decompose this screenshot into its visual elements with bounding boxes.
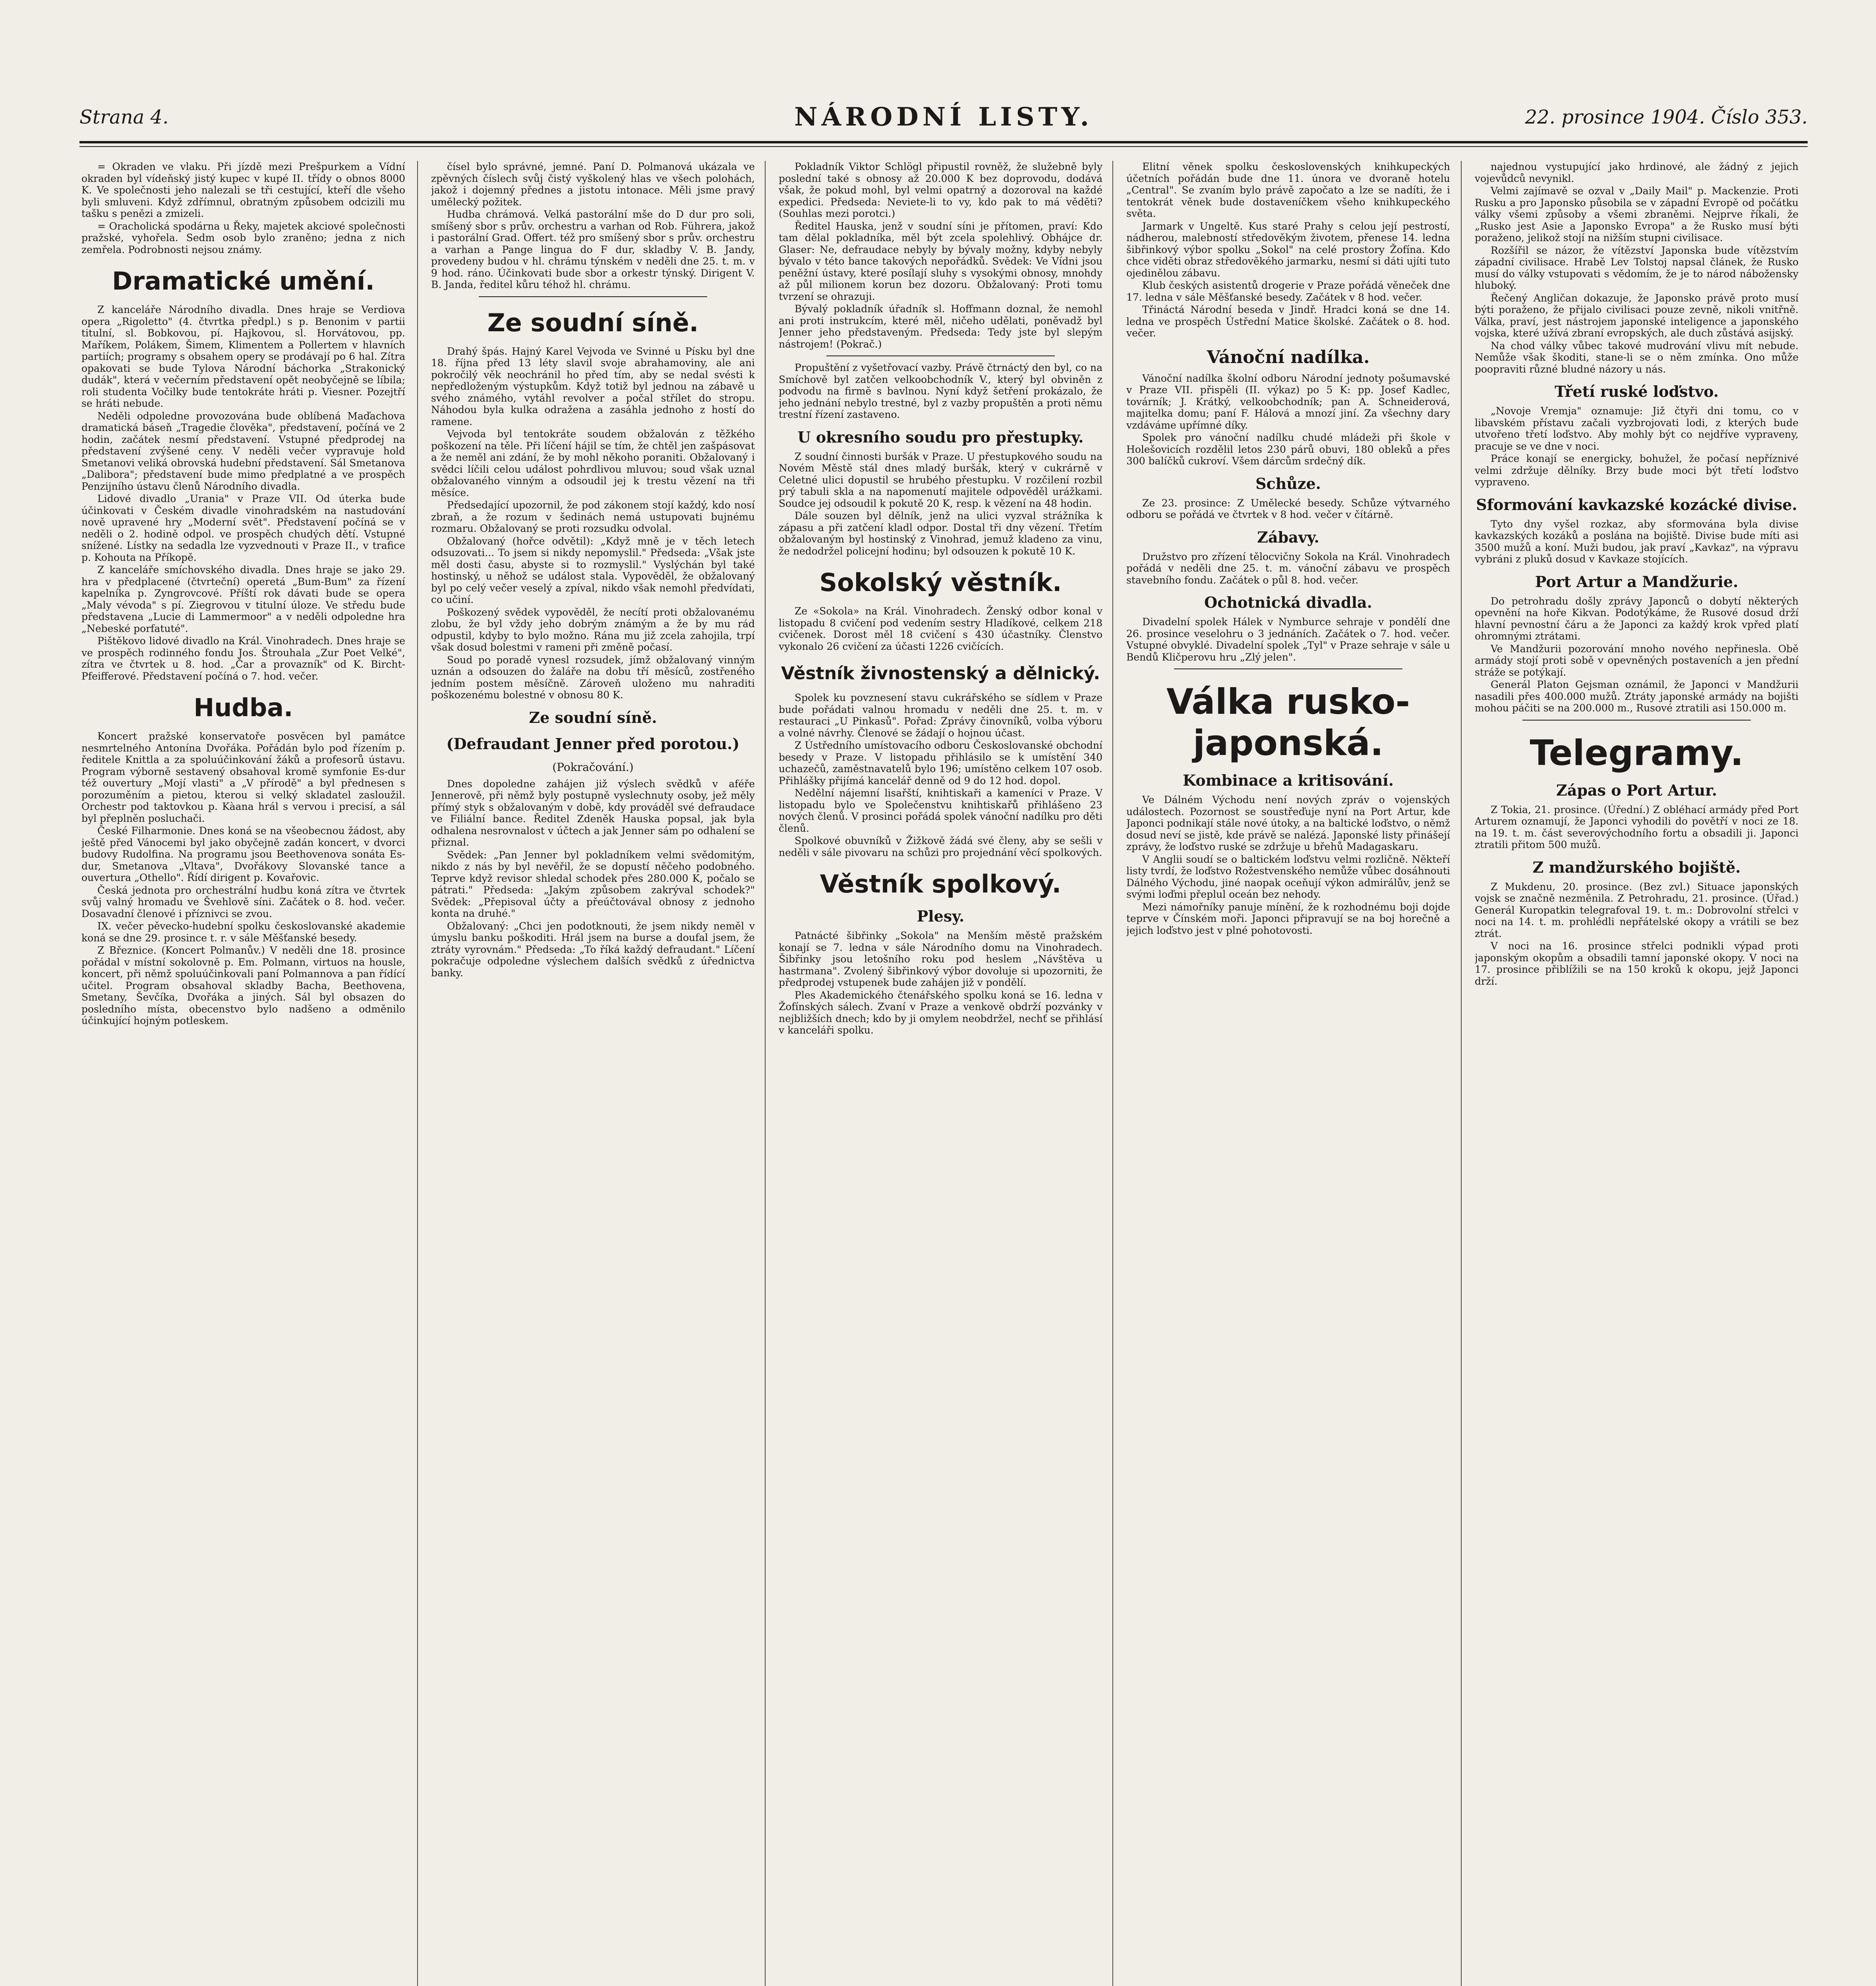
article-paragraph: Ze «Sokola» na Král. Vinohradech. Ženský odbor konal v listopadu 8 cvičení pod vedením sestry Hladíkové, celkem 218 cvičenek. Dorost měl 18 cvičení s 430 účastníky. Členstvo vykonalo 26 cvičení za účasti 1226 cvičících. (779, 605, 1102, 652)
article-paragraph: Z Mukdenu, 20. prosince. (Bez zvl.) Situace japonských vojsk se značně nezměnila. Z Petrohradu, 21. prosince. (Úřad.) Generál Kuropatkin telegrafoval 19. t. m.: Dobrovolní střelci v noci na 14. t. m. prohlédli nepřátelské okopy a vrátili se bez ztrát. (1475, 881, 1799, 939)
article-paragraph: Svědek: „Pan Jenner byl pokladníkem velmi svědomitým, nikdo z nás by byl nevěřil, že se dopustí něčeho podobného. Teprve když revisor shledal schodek přes 280.000 K, počalo se pátrati." Předseda: „Jakým způsobem zakrýval schodek?" Svědek: „Přepisoval účty a přeúčtovával obnosy z jednoho konta na druhé." (431, 849, 755, 919)
article-paragraph: Tyto dny vyšel rozkaz, aby sformována byla divise kavkazských kozáků a poslána na bojiště. Divise bude míti asi 3500 mužů a koní. Muži budou, jak praví „Kavkaz", na výpravu vybráni z pluků dosud v Kavkaze stojících. (1475, 518, 1799, 565)
article-paragraph: Spolek pro vánoční nadílku chudé mládeži při škole v Holešovicích rozdělil letos 230 párů obuvi, 180 obleků a přes 300 balíčků cukroví. Všem dárcům srdečný dík. (1126, 432, 1450, 467)
article-paragraph: Nedělní nájemní lisařští, knihtiskaři a kameníci v Praze. V listopadu bylo ve Společenstvu knihtiskařů přihlášeno 23 nových členů. V prosinci pořádá spolek vánoční nadílku pro děti členů. (779, 787, 1102, 834)
article-paragraph: Mezi námořníky panuje mínění, že k rozhodnému boji dojde teprve v Čínském moři. Japonci připravují se na boj horečně a jejich loďstvo jest v plné pohotovosti. (1126, 901, 1450, 936)
article-paragraph: Dnes dopoledne zahájen již výslech svědků v aféře Jennerově, při němž byly postupně vyslechnuty osoby, jež měly přímý styk s obžalovaným v době, kdy prováděl své defraudace ve Filiální bance. Ředitel Zdeněk Hauska popsal, jak byla odhalena nesrovnalost v účtech a jak Jenner sám po odhalení se přiznal. (431, 778, 755, 848)
column-2 (431, 161, 755, 1986)
article-paragraph: Z kanceláře Národního divadla. Dnes hraje se Verdiova opera „Rigoletto" (4. čtvrtka předpl.) s p. Benonim v partii titulní, sl. Bobkovou, pí. Hajkovou, sl. Horvátovou, pp. Maříkem, Polákem, Šimem, Klimentem a Pollertem v hlavních partiích; programy s obsahem opery se prodávají po 6 hal. Zítra opakovati se bude Tylova Národní báchorka „Strakonický dudák", která v večerním představení opět neobyčejně se líbila; roli studenta Vočilky bude tentokráte hráti p. Viesner. Pozejtří se hráti nebude. (81, 304, 405, 409)
article-paragraph: Patnácté šibřinky „Sokola" na Menším městě pražském konají se 7. ledna v sále Národního domu na Vinohradech. Šibřinky jsou letošního roku pod heslem „Návštěva u hastrmana". Zvolený šibřinkový výbor dovoluje si upozorniti, že předprodej vstupenek bude zahájen již v pondělí. (779, 930, 1102, 988)
article-paragraph: Pokladník Viktor Schlögl připustil rovněž, že služebně byly poslední také s obnosy až 20.000 K bez doprovodu, dodává však, že pokud mohl, byl velmi opatrný a dozoroval na každé expedici. Předseda: Neviete-li to vy, kdo pak to má věděti? (Souhlas mezi porotci.) (779, 161, 1102, 219)
sub-heading-manchurian-front: Z mandžurského bojiště. (1532, 858, 1741, 876)
issue-date: 22. prosince 1904. Číslo 353. (1525, 106, 1808, 128)
column-divider (417, 161, 418, 1986)
section-heading-amateur-theatre: Ochotnická divadla. (1204, 593, 1372, 611)
article-paragraph: Jarmark v Ungeltě. Kus staré Prahy s celou její pestrostí, nádherou, malebností středověkým životem, přenese 14. ledna šibřinkový výbor spolku „Sokol" na celé prostory Žofína. Kdo chce viděti obraz středověkého jarmarku, nesmí si dáti ujíti tuto ojedinělou zábavu. (1126, 220, 1450, 279)
article-paragraph: Bývalý pokladník úřadník sl. Hoffmann doznal, že nemohl ani proti instrukcím, které měl, ničeho udělati, poněvadž byl Jenner jeho představeným. Předseda: Tedy jste byl slepým nástrojem! (Pokrač.) (779, 303, 1102, 350)
article-paragraph: Elitní věnek spolku československých knihkupeckých účetních pořádán bude dne 11. února ve dvoraně hotelu „Central". Se zvaním bylo právě započato a lze se nadíti, že i tentokrát věnek bude dostaveníčkem všeho knihkupeckého světa. (1126, 161, 1450, 219)
article-paragraph: Propuštění z vyšetřovací vazby. Právě čtrnáctý den byl, co na Smíchově byl zatčen velkoobchodník V., který byl obviněn z podvodu na firmě s bavlnou. Nyní když šetření prokázalo, že jeho jednání nebylo trestné, byl z vazby propuštěn a proti němu trestní řízení zastaveno. (779, 362, 1102, 420)
article-paragraph: Z soudní činnosti buršák v Praze. U přestupkového soudu na Novém Městě stál dnes mladý buršák, který v cukrárně v Celetné ulici dopustil se hrubého přestupku. V rozčilení rozbil prý tabuli skla a na napomenutí majitele odpověděl urážkami. Soudce jej odsoudil k pokutě 20 K, resp. k vězení na 48 hodin. (779, 450, 1102, 509)
section-heading-dramatic-arts: Dramatické umění. (112, 267, 375, 296)
page-number: Strana 4. (79, 106, 169, 128)
article-paragraph: čísel bylo správné, jemné. Paní D. Polmanová ukázala ve zpěvných číslech svůj čistý vyškolený hlas ve všech polohách, jakož i dojemný přednes a jistotu intonace. Měli jsme pravý umělecký požitek. (431, 161, 755, 208)
column-divider (1112, 161, 1113, 1986)
section-heading-clubs: Věstník spolkový. (820, 869, 1062, 898)
article-paragraph: Pištěkovo lidové divadlo na Král. Vinohradech. Dnes hraje se ve prospěch rodinného fondu Jos. Štrouhala „Zur Poet Velké", zítra ve čtvrtek u 8. hod. „Čar a provazník" od K. Bircht-Pfeifferové. Představení počíná o 7. hod. večer. (81, 635, 405, 682)
article-paragraph: České Filharmonie. Dnes koná se na všeobecnou žádost, aby ještě před Vánocemi byl jako obyčejně zadán koncert, v dvorci budovy Rudolfina. Na programu jsou Beethovenova sonáta Es-dur, Smetanova „Vltava", Dvořákovy Slovanské tance a ouvertura „Othello". Řídí dirigent p. Kovařovic. (81, 825, 405, 883)
news-item: = Oracholická spodárna u Řeky, majetek akciové společnosti pražské, vyhořela. Sedm osob bylo zraněno; jedna z nich zemřela. Podrobnosti nejsou známy. (81, 220, 405, 255)
article-paragraph: Česká jednota pro orchestrální hudbu koná zítra ve čtvrtek svůj valný hromadu ve Švehlově síni. Začátek o 8. hod. večer. Dosavadní členové i příznivci se zvou. (81, 884, 405, 920)
article-paragraph: Na chod války vůbec takové mudrování vlivu mít nebude. Nemůže však škoditi, stane-li se o něm zmínka. Ono může poopraviti různé bludné názory u nás. (1475, 340, 1799, 375)
section-heading-music: Hudba. (193, 693, 293, 722)
article-paragraph: Z kanceláře smíchovského divadla. Dnes hraje se jako 29. hra v předplacené (čtvrteční) operetá „Bum-Bum" za řízení kapelníka p. Zyngrovcové. Příští rok dávati bude se opera „Maly vévoda" s pí. Ziegrovou v titulní úloze. Ve středu bude představena „Lucie di Lammermoor" a v neděli odpoledne hra „Nebeské porfatuté". (81, 564, 405, 634)
headline-telegrams: Telegramy. (1530, 732, 1744, 773)
continuation-note: (Pokračování.) (552, 760, 634, 774)
divider (1174, 668, 1402, 669)
section-heading-christmas: Vánoční nadílka. (1207, 347, 1370, 367)
newspaper-title: NÁRODNÍ LISTY. (794, 102, 1093, 132)
article-paragraph: Rozšířil se názor, že vítězství Japonska bude vítězstvím západní civilisace. Hrabě Lev Tolstoj napsal článek, že Rusko musí do války vstupovati s vědomím, že je to národ nábožensky hluboký. (1475, 244, 1799, 291)
article-paragraph: Ředitel Hauska, jenž v soudní síni je přítomen, praví: Kdo tam dělal pokladníka, měl být zcela spolehlivý. Obhájce dr. Glaser: Ne, defraudace nebyly by bývaly možny, kdyby nebyly bývalo v této bance takových nepořádků. Svědek: Ve Vídni jsou peněžní ústavy, které posílají sluhy s vysokými obnosy, mnohdy až půl milionem korun bez dozoru. Obžalovaný: Proti tomu tvrzení se ohrazuji. (779, 220, 1102, 302)
article-paragraph: Předsedající upozornil, že pod zákonem stojí každý, kdo nosí zbraň, a že rozum v šedinách nemá ustupovati bujnému rozmaru. Obžalovaný se proti rozsudku odvolal. (431, 499, 755, 534)
article-paragraph: Velmi zajímavě se ozval v „Daily Mail" p. Mackenzie. Proti Rusku a pro Japonsko působila se v západní Evropě od počátku války všemi způsoby a všemi zbraněmi. Nejprve říkali, že „Rusko jest Asie a Japonsko Evropa" a že Rusko musí býti poraženo, jelikož stojí na nižším stupni civilisace. (1475, 185, 1799, 243)
column-3 (779, 161, 1102, 1986)
divider (826, 355, 1055, 356)
article-paragraph: Drahý špás. Hajný Karel Vejvoda ve Svinné u Písku byl dne 18. října před 13 léty slavil svoje abrahamoviny, ale ani pokročilý věk neochránil ho před tím, aby se nedal svésti k nepředloženým výstupkům. Když totiž byl jednou na zábavě u svého známého, vytáhl revolver a počal střílet do stropu. Náhodou byla kulka odražena a zasáhla jednoho z hostí do ramene. (431, 345, 755, 427)
column-divider (1461, 161, 1462, 1986)
article-paragraph: najednou vystupující jako hrdinové, ale žádný z jejich vojevůdců nevynikl. (1475, 161, 1799, 184)
sub-heading-third-fleet: Třetí ruské loďstvo. (1555, 383, 1719, 400)
section-heading-entertainment: Zábavy. (1257, 528, 1319, 546)
article-paragraph: Koncert pražské konservatoře posvěcen byl památce nesmrtelného Antonína Dvořáka. Pořádán bylo pod řízením p. ředitele Knittla a za spoluúčinkování žáků a profesorů ústavu. Program výborně sestavený obsahoval kromě symfonie Es-dur též ouvertury „Mojí vlasti" a „V přírodě" a byl přednesen s porozuměním a pietou, kterou si velký skladatel zasloužil. Orchestr pod taktovkou p. Kàana hrál s vervou i precisí, a sál byl přeplněn posluchači. (81, 730, 405, 824)
article-paragraph: Divadelní spolek Hálek v Nymburce sehraje v pondělí dne 26. prosince veselohru o 3 jednáních. Začátek o 7. hod. večer. Vstupné obvyklé. Divadelní spolek „Tyl" v Praze sehraje v sále u Bendů Kličperovu hru „Zlý jelen". (1126, 616, 1450, 663)
article-paragraph: Ve Dálném Východu není nových zpráv o vojenských událostech. Pozornost se soustřeďuje nyní na Port Artur, kde Japonci podnikají stále nové útoky, a na baltické loďstvo, o němž dosud neví se jistě, kde právě se nalézá. Japonské listy přinášejí zprávy, že loďstvo ruské se zdržuje u břehů Madagaskaru. (1126, 794, 1450, 852)
sub-heading: Ze soudní síně. (529, 708, 657, 726)
article-paragraph: Obžalovaný: „Chci jen podotknouti, že jsem nikdy neměl v úmyslu banku poškoditi. Hrál jsem na burse a doufal jsem, že ztráty vyrovnám." Předseda: „To říká každý defraudant." Líčení pokračuje odpoledne výslechem dalších svědků z úřednictva banky. (431, 920, 755, 979)
article-paragraph: Dále souzen byl dělník, jenž na ulici vyzval strážníka k zápasu a při zatčení kladl odpor. Dostal tři dny vězení. Třetím obžalovaným byl hostinský z Vinohrad, jemuž kladeno za vinu, že nedodržel policejní hodinu; byl odsouzen k pokutě 10 K. (779, 510, 1102, 557)
article-paragraph: „Novoje Vremja" oznamuje: Již čtyři dni tomu, co v libavském přístavu začali vyzbrojovati lodi, z kterých bude utvořeno třetí loďstvo. Aby mohly být co nejdříve vypraveny, pracuje se ve dne v noci. (1475, 405, 1799, 452)
masthead-rule (79, 141, 1808, 143)
article-paragraph: Z Ústředního umístovacího odboru Českoslovanské obchodní besedy v Praze. V listopadu přihlásilo se k umístění 340 uchazečů, zaměstnavatelů bylo 196; umístěno celkem 107 osob. Přihlášky přijímá kancelář denně od 9 do 12 hod. dopol. (779, 740, 1102, 786)
headline-russo-japanese-war: Válka rusko-japonská. (1166, 681, 1410, 763)
article-paragraph: Soud po poradě vynesl rozsudek, jímž obžalovaný vinným uznán a odsouzen do žaláře na dobu tří měsíců, zostřeného jedním postem měsíčně. Zároveň uloženo mu nahraditi poškozenému bolestné v obnosu 80 K. (431, 654, 755, 701)
article-paragraph: Vánoční nadílka školní odboru Národní jednoty pošumavské v Praze VII. přispěli (II. výkaz) po 5 K: pp. Josef Kadlec, továrník; J. Krátký, velkoobchodník; pan A. Schneiderová, majitelka domu; paní F. Hálová a mnozí jiní. Za všechny dary vzdáváme upřímné díky. (1126, 372, 1450, 431)
article-paragraph: Spolek ku povznesení stavu cukrářského se sídlem v Praze bude pořádati valnou hromadu v neděli dne 25. t. m. v restauraci „U Pinkasů". Pořad: Zprávy činovníků, volba výboru a volné návrhy. Členové se žádají o hojnou účast. (779, 692, 1102, 739)
section-heading-sokol: Sokolský věstník. (819, 568, 1062, 597)
article-paragraph: Třináctá Národní beseda v Jindř. Hradci koná se dne 14. ledna ve prospěch Ústřední Matice školské. Začátek o 8. hod. večer. (1126, 304, 1450, 339)
sub-heading-port-arthur-battle: Zápas o Port Artur. (1556, 781, 1717, 799)
article-paragraph: Vejvoda byl tentokráte soudem obžalován z těžkého poškození na těle. Při líčení hájil se tím, že chtěl jen zašpásovat a že neměl ani zdání, že by mohl někoho poraniti. Obžalovaný i svědci líčili celou událost pohrdlivou mluvou; soud však uznal obžalovaného vinným a odsoudil jej k trestu vězení na tři měsíce. (431, 428, 755, 498)
article-paragraph: Řečený Angličan dokazuje, že Japonsko právě proto musí býti poraženo, že přijalo civilisaci pouze zevně, nikoli vnitřně. Válka, praví, jest nástrojem japonské inteligence a japonského vojska, které užívá zbraní evropských, ale duch zůstává asijský. (1475, 292, 1799, 339)
article-paragraph: Klub českých asistentů drogerie v Praze pořádá věneček dne 17. ledna v sále Měšťanské besedy. Začátek v 8 hod. večer. (1126, 280, 1450, 303)
article-paragraph: Poškozený svědek vypověděl, že necítí proti obžalovanému zlobu, že byl vždy jeho dobrým známým a že by mu rád odpustil, kdyby to bylo možno. Rána mu již zcela zahojila, trpí však dosud bolestmi v rameni při změně počasí. (431, 606, 755, 653)
article-paragraph: Z Březnice. (Koncert Polmanův.) V neděli dne 18. prosince pořádal v místní sokolovně p. Em. Polmann, virtuos na housle, koncert, při němž spoluúčinkovali paní Polmannova a pan řídící učitel. Program obsahoval skladby Bacha, Beethovena, Smetany, Ševčíka, Dvořáka a jiných. Sál byl obsazen do posledního místa, obecenstvo bylo nadšeno a odměnilo účinkující hojným potleskem. (81, 945, 405, 1026)
column-divider (765, 161, 766, 1986)
section-heading-court: Ze soudní síně. (487, 308, 699, 337)
article-paragraph: Ze 23. prosince: Z Umělecké besedy. Schůze výtvarného odboru se pořádá ve čtvrtek v 8 hod. večer v čítárně. (1126, 497, 1450, 520)
article-paragraph: Spolkové obuvníků v Žižkově žádá své členy, aby se sešli v neděli v sále pivovaru na schůzi pro projednání věcí spolkových. (779, 835, 1102, 858)
article-paragraph: Ples Akademického čtenářského spolku koná se 16. ledna v Žofínských sálech. Zvaní v Praze a venkově obdrží pozvánky v nejbližších dnech; kdo by ji omylem neobdržel, nechť se přihlásí v kanceláři spolku. (779, 989, 1102, 1036)
column-4 (1126, 161, 1450, 1986)
masthead-rule-thin (79, 146, 1808, 147)
sub-heading-combinations: Kombinace a kritisování. (1183, 771, 1394, 789)
section-heading-meetings: Schůze. (1255, 474, 1321, 493)
masthead (79, 97, 1808, 137)
article-paragraph: Obžalovaný (hořce odvětil): „Když mně je v těch letech odsuzovati... To jsem si nikdy nepomyslil." Předseda: „Však jste měl dosti času, abyste si to rozmyslil." Vyslýchán byl také hostinský, u něhož se událost stala. Vypověděl, že obžalovaný byl po celý večer veselý a zpíval, nikdo však nemohl předvídati, co učiní. (431, 535, 755, 605)
sub-heading-port-arthur: Port Artur a Mandžurie. (1535, 572, 1739, 591)
sub-heading-balls: Plesy. (917, 907, 965, 925)
divider (1522, 720, 1751, 721)
section-heading-trade: Věstník živnostenský a dělnický. (781, 663, 1100, 684)
article-paragraph: V noci na 16. prosince střelci podnikli výpad proti japonským okopům a obsadili tamní japonské okopy. V noci na 17. prosince přiblížili se na 150 kroků k okopu, jejž Japonci drží. (1475, 940, 1799, 987)
news-item: = Okraden ve vlaku. Při jízdě mezi Prešpurkem a Vídní okraden byl vídeňský jistý kupec v kupé II. třídy o obnos 8000 K. Ve společnosti jeho nalezali se tři cestující, kteří dle všeho byli smluveni. Když zdřímnul, obratným způsobem odcizili mu tašku s penězi a zmizeli. (81, 161, 405, 219)
sub-heading-cossack-division: Sformování kavkazské kozácké divise. (1476, 495, 1797, 514)
article-paragraph: Ve Mandžurii pozorování mnoho nového nepřinesla. Obě armády stojí proti sobě v opevněných postaveních a jen přední stráže se potýkají. (1475, 643, 1799, 678)
article-paragraph: Do petrohradu došly zprávy Japonců o dobytí některých opevnění na hoře Kikvan. Podotýkáme, že Rusové dosud drží hlavní pevnostní čáru a že Japonci za každý krok vpřed platí ohromnými ztrátami. (1475, 595, 1799, 642)
article-paragraph: Družstvo pro zřízení tělocvičny Sokola na Král. Vinohradech pořádá v neděli dne 25. t. m. vánoční zábavu ve prospěch stavebního fondu. Začátek o půl 8. hod. večer. (1126, 551, 1450, 586)
article-paragraph: Práce konají se energicky, bohužel, že počasí nepříznivé velmi zdržuje dělníky. Brzy bude moci být třetí loďstvo vypraveno. (1475, 453, 1799, 488)
divider (479, 296, 707, 297)
article-paragraph: IX. večer pěvecko-hudební spolku českoslovanské akademie koná se dne 29. prosince t. r. v sále Měšťanské besedy. (81, 920, 405, 944)
article-paragraph: V Anglii soudí se o baltickém loďstvu velmi rozličně. Někteří listy tvrdí, že loďstvo Rožestvenského nemůže vůbec dosáhnouti Dálného Východu, jiné naopak oceňují výkon admirálův, jenž se svými loďmi přeplul oceán bez nehody. (1126, 853, 1450, 900)
article-paragraph: Z Tokia, 21. prosince. (Úřední.) Z obléhací armády před Port Arturem oznamují, že Japonci vyhodili do povětří v noci ze 18. na 19. t. m. část severovýchodního fortu a obsadili ji. Japonci ztratili přitom 500 mužů. (1475, 804, 1799, 850)
article-paragraph: Hudba chrámová. Velká pastorální mše do D dur pro soli, smíšený sbor s prův. orchestru a varhan od Rob. Führera, jakož i pastorální Grad. Offert. též pro smíšený sbor s prův. orchestru a varhan a Pange lingua do F dur, skladby V. B. Jandy, provedeny budou v hl. chrámu týnském v neděli dne 25. t. m. v 9 hod. ráno. Účinkovati bude sbor a orkestr týnský. Dirigent V. B. Janda, ředitel kůru téhož hl. chrámu. (431, 209, 755, 290)
column-1 (81, 161, 405, 1986)
column-5 (1475, 161, 1799, 1986)
article-paragraph: Lidové divadlo „Urania" v Praze VII. Od úterka bude účinkovati v Českém divadle vinohradském na nastudování nově upravené hry „Moderní svět". Představení počíná se v neděli o 2. hodině odpol. ve prospěch chudých dětí. Vstupné snížené. Lístky na sedadla lze vyzvednouti v Praze II., v trafice p. Kohouta na Příkopě. (81, 493, 405, 563)
article-paragraph: Neděli odpoledne provozována bude oblíbená Maďachova dramatická báseň „Tragedie člověka", představení, počíná ve 2 hodin, začátek nesmí představení. Vstupné předprodej na představení zvýšené ceny. V neděli večer vypravuje hold Smetanovi veliká obrovská hudební představení. Sál Smetanova „Dalibora"; představení bude mimo předplatné a ve prospěch Penzijního ústavu členů Národního divadla. (81, 410, 405, 492)
article-paragraph: Generál Platon Gejsman oznámil, že Japonci v Mandžurii nasadili přes 400.000 mužů. Ztráty japonské armády na bojišti mohou páčiti se na 200.000 m., Rusové ztratili asi 150.000 m. (1475, 679, 1799, 714)
sub-heading-defraudant: (Defraudant Jenner před porotou.) (446, 734, 740, 753)
sub-heading-misdemeanor-court: U okresního soudu pro přestupky. (797, 428, 1084, 446)
